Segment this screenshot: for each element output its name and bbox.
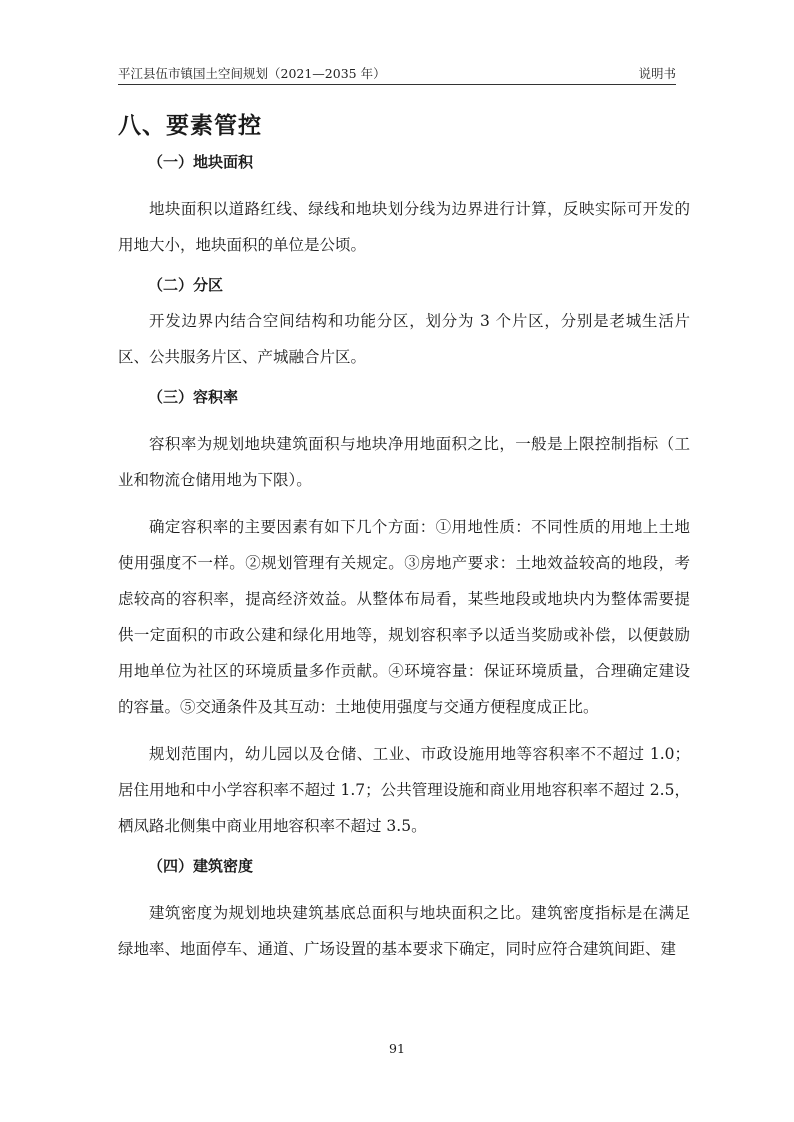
section-zoning	[118, 273, 690, 375]
paragraph: 地块面积以道路红线、绿线和地块划分线为边界进行计算，反映实际可开发的用地大小，地块面积的单位是公顷。	[118, 200, 690, 254]
paragraph: 确定容积率的主要因素有如下几个方面：①用地性质：不同性质的用地上土地使用强度不一样。②规划管理有关规定。③房地产要求：土地效益较高的地段，考虑较高的容积率，提高经济效益。从整体布局看，某些地段或地块内为整体需要提供一定面积的市政公建和绿化用地等，规划容积率予以适当奖励或补偿，以便鼓励用地单位为社区的环境质量多作贡献。④环境容量：保证环境质量，合理确定建设的容量。⑤交通条件及其互动：土地使用强度与交通方便程度成正比。	[118, 518, 690, 716]
header-document-type: 说明书	[638, 66, 676, 81]
paragraph: 容积率为规划地块建筑面积与地块净用地面积之比，一般是上限控制指标（工业和物流仓储用地为下限）。	[118, 435, 690, 489]
header-divider	[118, 84, 676, 85]
section-heading: （四）建筑密度	[148, 857, 254, 875]
page-header	[118, 62, 676, 84]
page-body	[118, 150, 690, 967]
section-plot-area	[118, 150, 690, 263]
paragraph: 开发边界内结合空间结构和功能分区，划分为 3 个片区，分别是老城生活片区、公共服务片区、产城融合片区。	[118, 312, 690, 366]
section-heading: （二）分区	[148, 276, 224, 294]
header-document-title: 平江县伍市镇国土空间规划（2021—2035 年）	[118, 66, 386, 81]
paragraph: 建筑密度为规划地块建筑基底总面积与地块面积之比。建筑密度指标是在满足绿地率、地面停车、通道、广场设置的基本要求下确定，同时应符合建筑间距、建	[118, 904, 690, 958]
paragraph: 规划范围内，幼儿园以及仓储、工业、市政设施用地等容积率不不超过 1.0；居住用地和中小学容积率不超过 1.7；公共管理设施和商业用地容积率不超过 2.5，栖凤路北侧集中商业用地容积率不超过 3.5。	[118, 745, 690, 835]
section-building-density	[118, 854, 690, 967]
section-floor-area-ratio	[118, 385, 690, 844]
page-number: 91	[389, 1041, 405, 1056]
section-heading: （一）地块面积	[148, 153, 254, 171]
chapter-title: 八、要素管控	[118, 113, 262, 139]
section-heading: （三）容积率	[148, 388, 239, 406]
